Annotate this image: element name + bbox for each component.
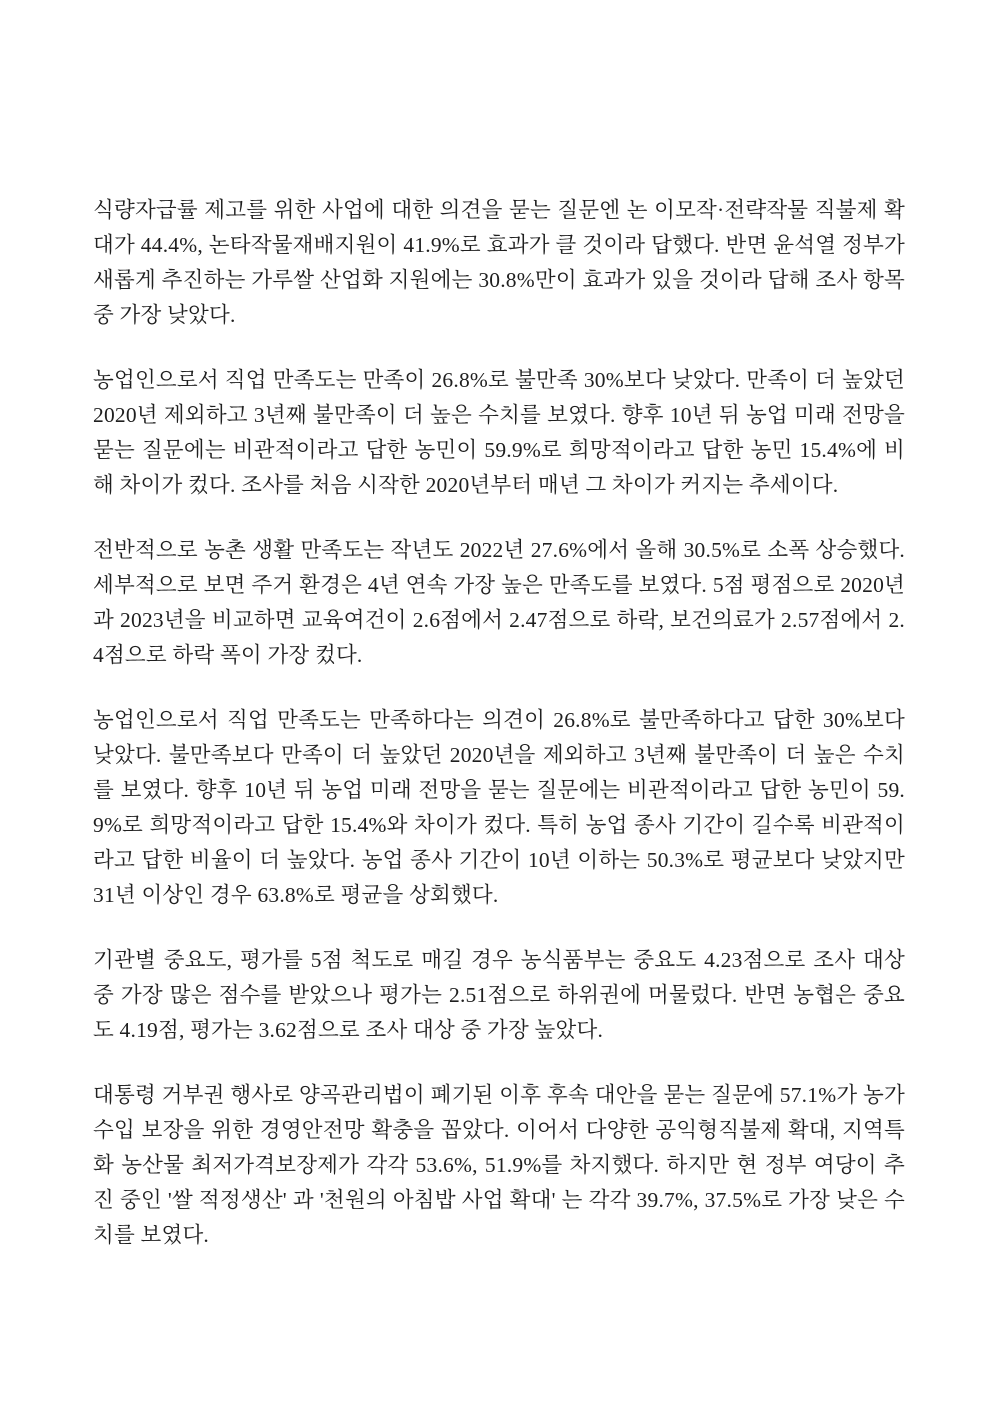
paragraph-food-self-sufficiency: 식량자급률 제고를 위한 사업에 대한 의견을 묻는 질문엔 논 이모작·전략작물 직불제 확대가 44.4%, 논타작물재배지원이 41.9%로 효과가 클 것이라 답했다. 반면 윤석열 정부가 새롭게 추진하는 가루쌀 산업화 지원에는 30.8%만이 효과가 있을 것이라 답해 조사 항목 중 가장 낮았다. [93,198,905,327]
paragraph-institution-ratings: 기관별 중요도, 평가를 5점 척도로 매길 경우 농식품부는 중요도 4.23점으로 조사 대상 중 가장 많은 점수를 받았으나 평가는 2.51점으로 하위권에 머물렀다. 반면 농협은 중요도 4.19점, 평가는 3.62점으로 조사 대상 중 가장 높았다. [93,948,905,1042]
document-text-block [93,193,905,1253]
paragraph-grain-management-act: 대통령 거부권 행사로 양곡관리법이 폐기된 이후 후속 대안을 묻는 질문에 57.1%가 농가 수입 보장을 위한 경영안전망 확충을 꼽았다. 이어서 다양한 공익형직불제 확대, 지역특화 농산물 최저가격보장제가 각각 53.6%, 51.9%를 차지했다. 하지만 현 정부 여당이 추진 중인 '쌀 적정생산' 과 '천원의 아침밥 사업 확대' 는 각각 39.7%, 37.5%로 가장 낮은 수치를 보였다. [93,1083,905,1247]
paragraph-rural-life-satisfaction: 전반적으로 농촌 생활 만족도는 작년도 2022년 27.6%에서 올해 30.5%로 소폭 상승했다. 세부적으로 보면 주거 환경은 4년 연속 가장 높은 만족도를 보였다. 5점 평점으로 2020년과 2023년을 비교하면 교육여건이 2.6점에서 2.47점으로 하락, 보건의료가 2.57점에서 2.4점으로 하락 폭이 가장 컸다. [93,538,905,667]
paragraph-job-satisfaction-detail: 농업인으로서 직업 만족도는 만족하다는 의견이 26.8%로 불만족하다고 답한 30%보다 낮았다. 불만족보다 만족이 더 높았던 2020년을 제외하고 3년째 불만족이 더 높은 수치를 보였다. 향후 10년 뒤 농업 미래 전망을 묻는 질문에는 비관적이라고 답한 농민이 59.9%로 희망적이라고 답한 15.4%와 차이가 컸다. 특히 농업 종사 기간이 길수록 비관적이라고 답한 비율이 더 높았다. 농업 종사 기간이 10년 이하는 50.3%로 평균보다 낮았지만 31년 이상인 경우 63.8%로 평균을 상회했다. [93,708,905,907]
paragraph-job-satisfaction: 농업인으로서 직업 만족도는 만족이 26.8%로 불만족 30%보다 낮았다. 만족이 더 높았던 2020년 제외하고 3년째 불만족이 더 높은 수치를 보였다. 향후 10년 뒤 농업 미래 전망을 묻는 질문에는 비관적이라고 답한 농민이 59.9%로 희망적이라고 답한 농민 15.4%에 비해 차이가 컸다. 조사를 처음 시작한 2020년부터 매년 그 차이가 커지는 추세이다. [93,368,905,497]
